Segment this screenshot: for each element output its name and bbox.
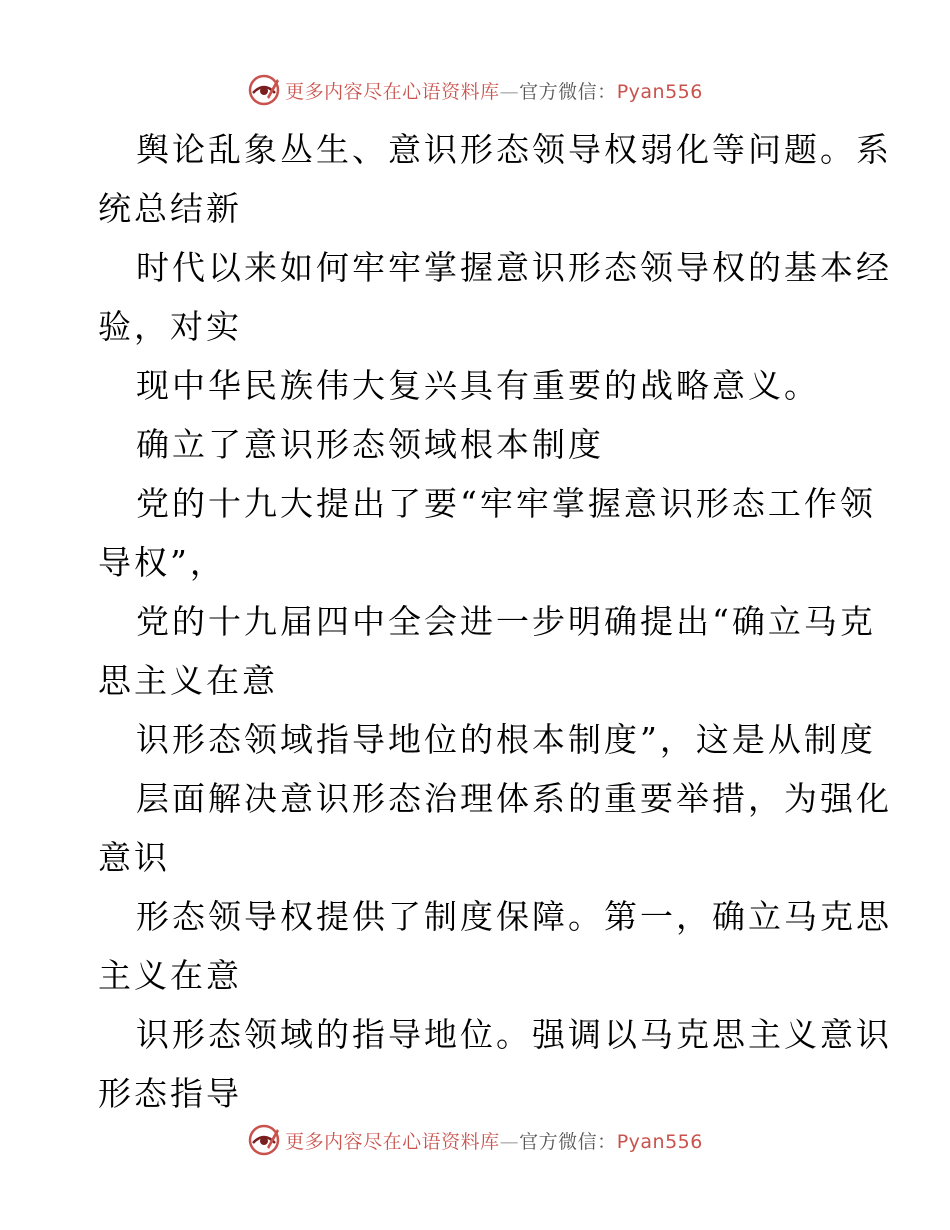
header-contact-label: 官方微信： [519, 80, 617, 103]
header-banner [0, 70, 950, 110]
text-line: 现中华民族伟大复兴具有重要的战略意义。 [136, 366, 820, 405]
text-line: 层面解决意识形态治理体系的重要举措，为强化 [136, 779, 892, 818]
footer-separator: — [499, 1130, 520, 1153]
text-line: 验，对实 [98, 307, 242, 346]
header-site: 更多内容尽在心语资料库 [285, 80, 500, 103]
header-contact-id: Pyan556 [616, 80, 703, 103]
logo-icon [247, 1123, 281, 1157]
text-line: 识形态领域的指导地位。强调以马克思主义意识 [136, 1015, 892, 1054]
text-line: 导权”， [98, 543, 226, 582]
header-separator: — [499, 80, 520, 103]
header-text [285, 77, 703, 104]
text-line: 党的十九届四中全会进一步明确提出“确立马克 [136, 602, 876, 641]
text-line: 思主义在意 [98, 661, 278, 700]
footer-banner [0, 1120, 950, 1160]
text-line: 党的十九大提出了要“牢牢掌握意识形态工作领 [136, 484, 876, 523]
text-line: 时代以来如何牢牢掌握意识形态领导权的基本经 [136, 248, 892, 287]
text-line: 形态指导 [98, 1074, 242, 1113]
text-line: 形态领导权提供了制度保障。第一，确立马克思 [136, 897, 892, 936]
document-body [98, 120, 892, 1123]
text-line: 舆论乱象丛生、意识形态领导权弱化等问题。系 [136, 130, 892, 169]
text-line: 识形态领域指导地位的根本制度”，这是从制度 [136, 720, 876, 759]
footer-contact-label: 官方微信： [519, 1130, 617, 1153]
footer-contact-id: Pyan556 [616, 1130, 703, 1153]
text-line: 主义在意 [98, 956, 242, 995]
logo-icon [247, 73, 281, 107]
text-line: 意识 [98, 838, 170, 877]
footer-text [285, 1127, 703, 1154]
text-line: 统总结新 [98, 189, 242, 228]
text-line: 确立了意识形态领域根本制度 [136, 425, 604, 464]
footer-site: 更多内容尽在心语资料库 [285, 1130, 500, 1153]
